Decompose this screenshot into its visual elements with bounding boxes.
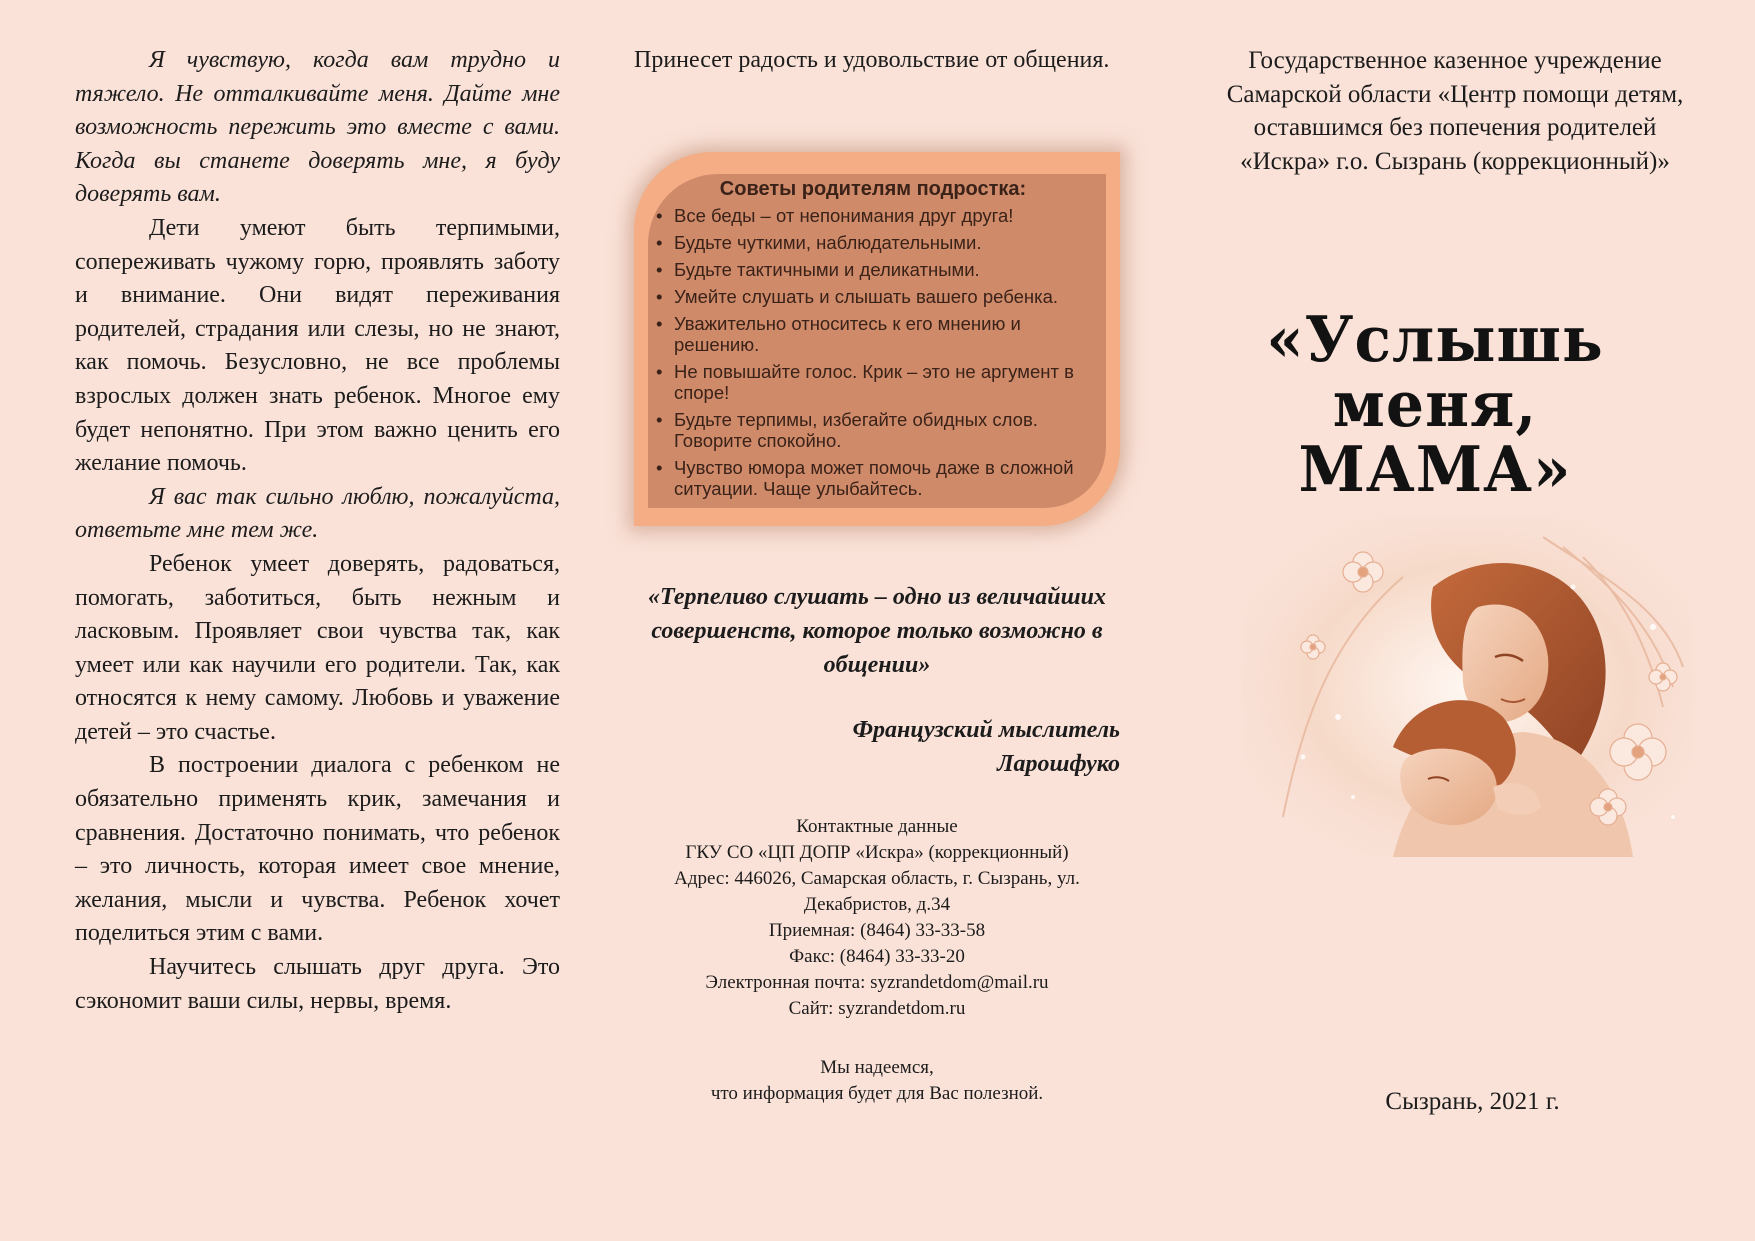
paragraph-continuation: Принесет радость и удовольствие от общения. — [634, 47, 1110, 73]
organization-name: Государственное казенное учреждение Самарской области «Центр помощи детям, оставшимся без попечения родителей «Искра» г.о. Сызрань (коррекционный)» — [1226, 47, 1684, 175]
tips-title: Советы родителям подростка: — [719, 178, 1027, 200]
tip-item: • Уважительно относитесь к его мнению и решению. — [654, 313, 1092, 355]
tips-panel — [648, 174, 1106, 508]
brochure-title — [1190, 303, 1680, 507]
closing-line-1: Мы надеемся, — [820, 1057, 934, 1078]
tips-box — [634, 152, 1120, 526]
quote-author — [634, 713, 1120, 781]
paragraph-empathy: Дети умеют быть терпимыми, сопереживать чужому горю, проявлять заботу и внимание. Они видят переживания родителей, страдания или слезы, но не знают, как помочь. Безусловно, не все проблемы взрослых должен знать ребенок. Многое ему будет непонятно. При этом важно ценить его желание помочь. — [75, 214, 560, 477]
contacts-org: ГКУ СО «ЦП ДОПР «Искра» (коррекционный) — [685, 842, 1069, 863]
tip-item: • Умейте слушать и слышать вашего ребенка. — [654, 286, 1092, 307]
closing-line-2: что информация будет для Вас полезной. — [710, 1083, 1044, 1104]
city-year: Сызрань, 2021 г. — [1385, 1088, 1560, 1115]
title-line-1: «Услышь меня, — [1266, 303, 1604, 442]
title-line-2: МАМА» — [1298, 433, 1572, 507]
middle-column — [634, 44, 1120, 78]
tip-item: • Будьте терпимы, избегайте обидных слов. Говорите спокойно. — [654, 409, 1092, 451]
mother-child-illustration — [1243, 517, 1693, 857]
contacts-address: Адрес: 446026, Самарская область, г. Сызрань, ул. Декабристов, д.34 — [674, 868, 1080, 915]
closing-note — [634, 1055, 1120, 1107]
tip-item: • Чувство юмора может помочь даже в сложной ситуации. Чаще улыбайтесь. — [654, 457, 1092, 499]
contacts-email: Электронная почта: syzrandetdom@mail.ru — [705, 972, 1049, 993]
left-column — [75, 44, 560, 1018]
contacts-heading: Контактные данные — [796, 816, 958, 837]
contacts-reception-phone: Приемная: (8464) 33-33-58 — [768, 920, 986, 941]
paragraph-trust: Я чувствую, когда вам трудно и тяжело. Не отталкивайте меня. Дайте мне возможность пережить это вместе с вами. Когда вы станете доверять мне, я буду доверять вам. — [75, 47, 560, 208]
quote: «Терпеливо слушать – одно из величайших совершенств, которое только возможно в общении» — [648, 584, 1106, 678]
tips-list — [654, 205, 1092, 499]
contacts-website: Сайт: syzrandetdom.ru — [788, 998, 966, 1019]
tip-item: • Будьте чуткими, наблюдательными. — [654, 232, 1092, 253]
tip-item: • Будьте тактичными и деликатными. — [654, 259, 1092, 280]
author-line-1: Французский мыслитель — [852, 717, 1120, 743]
contacts-fax: Факс: (8464) 33-33-20 — [789, 946, 965, 967]
paragraph-hear-each-other: Научитесь слышать друг друга. Это сэкономит ваши силы, нервы, время. — [75, 954, 560, 1014]
author-line-2: Ларошфуко — [997, 751, 1120, 777]
paragraph-love: Я вас так сильно люблю, пожалуйста, ответьте мне тем же. — [75, 483, 560, 544]
tip-item: • Не повышайте голос. Крик – это не аргумент в споре! — [654, 361, 1092, 403]
contact-info — [634, 814, 1120, 1022]
paragraph-dialogue: В построении диалога с ребенком не обязательно применять крик, замечания и сравнения. Достаточно понимать, что ребенок – это личность, которая имеет свое мнение, желания, мысли и чувства. Ребенок хочет поделиться этим с вами. — [75, 752, 560, 947]
paragraph-child-trust: Ребенок умеет доверять, радоваться, помогать, заботиться, быть нежным и ласковым. Проявляет свои чувства так, как умеет или как научили его родители. Так, как относятся к нему самому. Любовь и уважение детей – это счастье. — [75, 550, 560, 745]
tip-item: • Все беды – от непонимания друг друга! — [654, 205, 1092, 226]
